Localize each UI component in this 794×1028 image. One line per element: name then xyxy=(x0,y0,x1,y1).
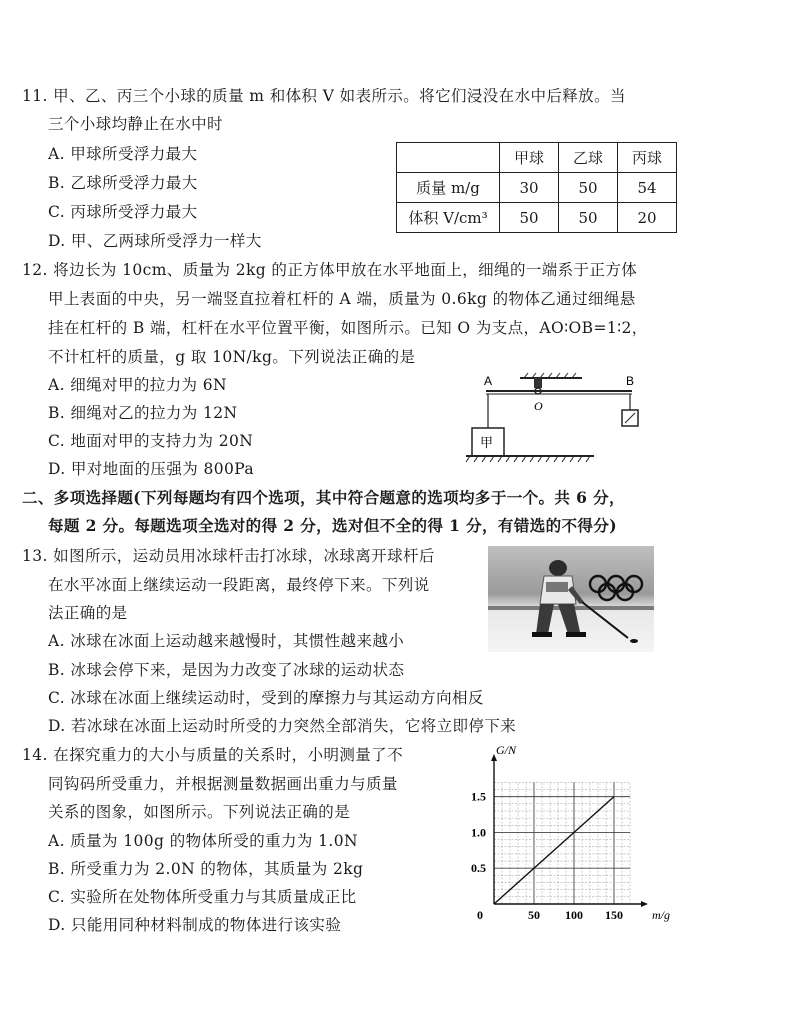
q11-data-table xyxy=(396,142,677,233)
q14-option-b: B. 所受重力为 2.0N 的物体，其质量为 2kg xyxy=(48,860,364,878)
table-cell: 50 xyxy=(559,173,618,203)
ice-hockey-player-image xyxy=(488,546,654,652)
q12-option-c: C. 地面对甲的支持力为 20N xyxy=(48,432,254,450)
table-cell: 20 xyxy=(618,203,677,233)
x-tick-label: 0 xyxy=(477,908,483,922)
q13-option-d: D. 若冰球在冰面上运动时所受的力突然全部消失，它将立即停下来 xyxy=(48,717,517,735)
table-cell: 体积 V/cm³ xyxy=(397,203,500,233)
table-header-cell xyxy=(397,143,500,173)
q12-option-d: D. 甲对地面的压强为 800Pa xyxy=(48,460,255,478)
label-b: B xyxy=(626,374,635,388)
q14-stem-line3: 关系的图象，如图所示。下列说法正确的是 xyxy=(48,803,351,821)
table-cell: 质量 m/g xyxy=(397,173,500,203)
section2-title-line2: 每题 2 分。每题选项全选对的得 2 分，选对但不全的得 1 分，有错选的不得分) xyxy=(48,516,617,535)
y-tick-label: 0.5 xyxy=(471,861,486,876)
y-axis-label: G/N xyxy=(496,743,517,757)
puck xyxy=(630,639,638,643)
q12-option-b: B. 细绳对乙的拉力为 12N xyxy=(48,404,238,422)
q12-stem-line1: 12. 将边长为 10cm、质量为 2kg 的正方体甲放在水平地面上，细绳的一端系于正方体 xyxy=(22,261,638,279)
pivot-support xyxy=(534,378,542,388)
table-row xyxy=(397,173,677,203)
chart-series xyxy=(494,797,614,904)
y-tick-label: 1.0 xyxy=(471,825,486,840)
q13-option-a: A. 冰球在冰面上运动越来越慢时，其惯性越来越小 xyxy=(48,632,405,650)
section2-title-line1: 二、多项选择题(下列每题均有四个选项，其中符合题意的选项均多于一个。共 6 分， xyxy=(22,488,625,507)
x-tick-label: 100 xyxy=(565,908,583,922)
label-o: O xyxy=(534,399,543,413)
label-a: A xyxy=(484,374,493,388)
q14-option-d: D. 只能用同种材料制成的物体进行该实验 xyxy=(48,916,342,934)
x-axis-arrow xyxy=(641,901,648,907)
x-tick-label: 150 xyxy=(605,908,623,922)
q14-option-a: A. 质量为 100g 的物体所受的重力为 1.0N xyxy=(48,832,358,850)
q14-stem-line1: 14. 在探究重力的大小与质量的关系时，小明测量了不 xyxy=(22,746,403,764)
q11-option-c: C. 丙球所受浮力最大 xyxy=(48,203,198,221)
ice-hockey-photo xyxy=(488,546,654,652)
table-row xyxy=(397,203,677,233)
q12-stem-line2: 甲上表面的中央，另一端竖直拉着杠杆的 A 端，质量为 0.6kg 的物体乙通过细绳悬 xyxy=(48,290,636,308)
x-tick-label: 50 xyxy=(528,908,540,922)
table-cell: 54 xyxy=(618,173,677,203)
q11-option-b: B. 乙球所受浮力最大 xyxy=(48,174,198,192)
q11-stem-line1: 11. 甲、乙、丙三个小球的质量 m 和体积 V 如表所示。将它们浸没在水中后释放。当 xyxy=(22,87,626,105)
gravity-mass-chart xyxy=(460,742,670,927)
q12-option-a: A. 细绳对甲的拉力为 6N xyxy=(48,376,227,394)
q12-stem-line4: 不计杠杆的质量，g 取 10N/kg。下列说法正确的是 xyxy=(48,348,416,366)
series-line xyxy=(494,797,614,904)
table-header-row xyxy=(397,143,677,173)
q13-option-b: B. 冰球会停下来，是因为力改变了冰球的运动状态 xyxy=(48,661,405,679)
q12-stem-line3: 挂在杠杆的 B 端，杠杆在水平位置平衡，如图所示。已知 O 为支点，AO∶OB=1∶2， xyxy=(48,319,648,337)
chart-axes xyxy=(491,754,648,907)
y-tick-label: 1.5 xyxy=(471,789,486,804)
table-header-cell: 甲球 xyxy=(500,143,559,173)
q13-stem-line3: 法正确的是 xyxy=(48,604,128,622)
q13-stem-line2: 在水平冰面上继续运动一段距离，最终停下来。下列说 xyxy=(48,576,430,594)
hockey-player-figure xyxy=(532,560,586,637)
lever-diagram xyxy=(462,370,662,470)
q14-stem-line2: 同钩码所受重力，并根据测量数据画出重力与质量 xyxy=(48,775,398,793)
label-jia: 甲 xyxy=(480,436,494,451)
table-header-cell: 乙球 xyxy=(559,143,618,173)
olympic-rings-icon xyxy=(590,576,642,600)
table-cell: 50 xyxy=(559,203,618,233)
table-header-cell: 丙球 xyxy=(618,143,677,173)
q11-option-a: A. 甲球所受浮力最大 xyxy=(48,145,198,163)
q11-stem-line2: 三个小球均静止在水中时 xyxy=(48,115,223,133)
q13-option-c: C. 冰球在冰面上继续运动时，受到的摩擦力与其运动方向相反 xyxy=(48,689,484,707)
table-cell: 30 xyxy=(500,173,559,203)
q14-option-c: C. 实验所在处物体所受重力与其质量成正比 xyxy=(48,888,357,906)
table-cell: 50 xyxy=(500,203,559,233)
q13-stem-line1: 13. 如图所示，运动员用冰球杆击打冰球，冰球离开球杆后 xyxy=(22,547,435,565)
q11-option-d: D. 甲、乙两球所受浮力一样大 xyxy=(48,232,262,250)
x-axis-label: m/g xyxy=(652,908,670,922)
